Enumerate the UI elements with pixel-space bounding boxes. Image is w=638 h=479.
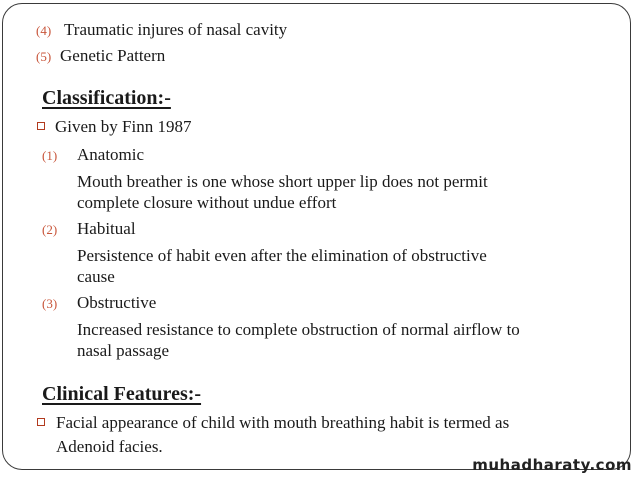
type-title: Anatomic <box>77 145 145 164</box>
watermark: muhadharaty.com <box>472 456 632 474</box>
list-item <box>36 46 165 67</box>
type-description-line: cause <box>77 267 115 286</box>
type-description-line: Mouth breather is one whose short upper lip does not permit <box>77 172 488 191</box>
type-number: (2) <box>42 222 58 237</box>
type-title-row <box>42 293 156 314</box>
type-title-row <box>42 219 136 240</box>
classification-heading: Classification:- <box>42 87 171 109</box>
clinical-features-heading: Clinical Features:- <box>42 383 202 405</box>
square-bullet-icon <box>37 418 45 426</box>
list-item <box>36 20 287 41</box>
type-title-row <box>42 145 144 166</box>
type-number: (1) <box>42 148 58 163</box>
item-number: (4) <box>36 23 52 38</box>
type-title: Obstructive <box>77 293 157 312</box>
item-text: Traumatic injures of nasal cavity <box>64 20 288 39</box>
type-title: Habitual <box>77 219 136 238</box>
type-number: (3) <box>42 296 58 311</box>
type-description-line: nasal passage <box>77 341 170 360</box>
clinical-bullet-line: Facial appearance of child with mouth breathing habit is termed as <box>56 413 510 432</box>
item-text: Genetic Pattern <box>60 46 166 65</box>
item-number: (5) <box>36 49 52 64</box>
type-description-line: complete closure without undue effort <box>77 193 337 212</box>
type-description-line: Persistence of habit even after the elimination of obstructive <box>77 246 487 265</box>
square-bullet-icon <box>37 122 45 130</box>
classification-bullet-text: Given by Finn 1987 <box>55 117 192 136</box>
clinical-bullet-line: Adenoid facies. <box>56 437 163 456</box>
type-description-line: Increased resistance to complete obstruction of normal airflow to <box>77 320 520 339</box>
